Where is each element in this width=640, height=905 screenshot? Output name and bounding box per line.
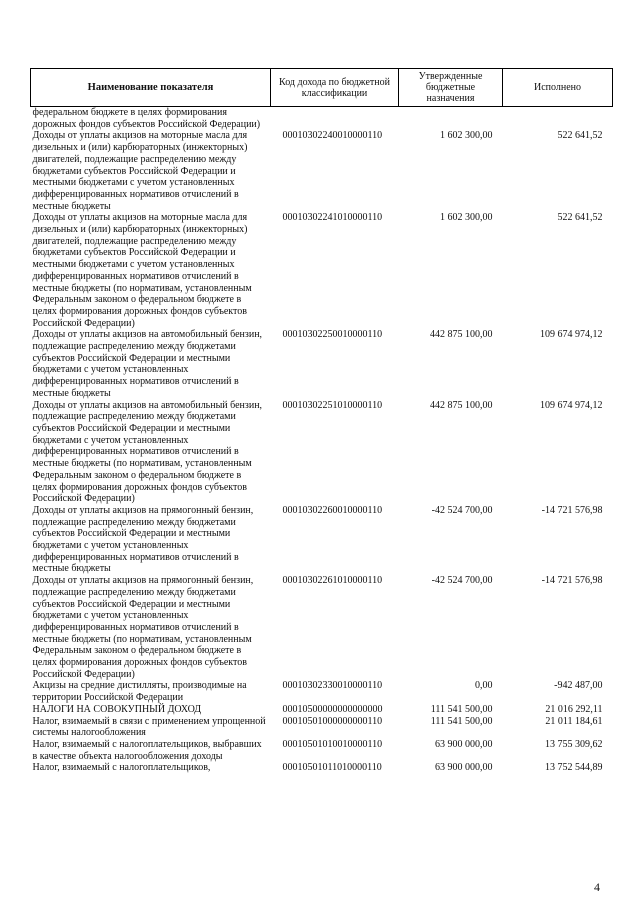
row-code: 00010302261010000110 (282, 575, 383, 587)
row-approved: -42 524 700,00 (431, 504, 493, 516)
row-code: 00010302251010000110 (282, 399, 383, 411)
revenue-table (30, 68, 613, 774)
row-executed: -942 487,00 (554, 680, 603, 692)
table-row (31, 505, 613, 575)
row-approved: 111 541 500,00 (430, 715, 493, 727)
header-code: Код дохода по бюджетной классификации (271, 69, 399, 107)
header-approved: Утвержденные бюджетные назначения (399, 69, 503, 107)
row-executed: 13 755 309,62 (545, 738, 603, 750)
table-row (31, 762, 613, 774)
row-name: Налог, взимаемый с налогоплательщиков, (32, 762, 211, 774)
row-executed: 109 674 974,12 (540, 329, 603, 341)
row-executed: 522 641,52 (557, 212, 603, 224)
table-row (31, 400, 613, 505)
table-row (31, 130, 613, 212)
row-approved: 1 602 300,00 (440, 212, 493, 224)
row-executed: 109 674 974,12 (540, 399, 603, 411)
table-row (31, 212, 613, 329)
row-approved: 442 875 100,00 (430, 399, 493, 411)
row-name: Налог, взимаемый в связи с применением упрощенной системы налогообложения (32, 715, 266, 739)
row-name: Доходы от уплаты акцизов на прямогонный бензин, подлежащие распределению между бюджетами субъектов Российской Федерации и местными бюджетами с учетом установленных дифференцированных нормативов отчислений в местные бюджеты (32, 504, 254, 575)
row-name: Доходы от уплаты акцизов на моторные масла для дизельных и (или) карбюраторных (инжекторных) двигателей, подлежащие распределению между бюджетами субъектов Российской Федерации и местными бюджетами с учетом установленных дифференцированных нормативов отчислений в местные бюджеты (32, 130, 248, 212)
row-name: Доходы от уплаты акцизов на прямогонный бензин, подлежащие распределению между бюджетами субъектов Российской Федерации и местными бюджетами с учетом установленных дифференцированных нормативов отчислений в местные бюджеты (по нормативам, установленным Федеральным законом о федеральном бюджете в целях формирования дорожных фондов субъектов Российской Федерации) (32, 575, 254, 680)
table-row (31, 329, 613, 399)
row-approved: 1 602 300,00 (440, 130, 493, 142)
row-approved: 442 875 100,00 (430, 329, 493, 341)
table-row (31, 680, 613, 703)
row-name: Налог, взимаемый с налогоплательщиков, выбравших в качестве объекта налогообложения доходы (32, 738, 262, 762)
row-approved: 63 900 000,00 (435, 762, 493, 774)
row-approved: 63 900 000,00 (435, 738, 493, 750)
row-approved: 0,00 (475, 680, 493, 692)
header-executed: Исполнено (503, 69, 613, 107)
table-row (31, 107, 613, 131)
row-name: федеральном бюджете в целях формирования дорожных фондов субъектов Российской Федерации) (32, 107, 261, 130)
table-row (31, 739, 613, 762)
row-code: 00010302260010000110 (282, 504, 383, 516)
row-approved: 111 541 500,00 (430, 703, 493, 715)
table-row (31, 704, 613, 716)
row-name: Доходы от уплаты акцизов на автомобильный бензин, подлежащие распределению между бюджетами субъектов Российской Федерации и местными бюджетами с учетом установленных дифференцированных нормативов отчислений в местные бюджеты (по нормативам, установленным Федеральным законом о федеральном бюджете в целях формирования дорожных фондов субъектов Российской Федерации) (32, 399, 263, 505)
row-name: Акцизы на средние дистилляты, производимые на территории Российской Федерации (32, 680, 247, 704)
row-executed: 21 016 292,11 (545, 703, 603, 715)
row-approved (399, 107, 503, 131)
page-number: 4 (594, 880, 600, 894)
row-code (271, 107, 399, 131)
row-code: 00010302250010000110 (282, 329, 383, 341)
row-code: 00010500000000000000 (282, 703, 383, 715)
table-header-row (31, 69, 613, 107)
table-row (31, 575, 613, 680)
header-name: Наименование показателя (31, 69, 271, 107)
row-code: 00010501010010000110 (282, 738, 383, 750)
row-code: 00010302330010000110 (282, 680, 383, 692)
row-name: Доходы от уплаты акцизов на автомобильный бензин, подлежащие распределению между бюджетами субъектов Российской Федерации и местными бюджетами с учетом установленных дифференцированных нормативов отчислений в местные бюджеты (32, 329, 263, 399)
row-executed: 522 641,52 (557, 130, 603, 142)
row-executed: -14 721 576,98 (541, 575, 603, 587)
row-code: 00010501000000000110 (282, 715, 383, 727)
table-row (31, 716, 613, 739)
row-executed (503, 107, 613, 131)
row-executed: -14 721 576,98 (541, 504, 603, 516)
row-code: 00010302241010000110 (282, 212, 383, 224)
row-approved: -42 524 700,00 (431, 575, 493, 587)
row-executed: 21 011 184,61 (545, 715, 603, 727)
row-executed: 13 752 544,89 (545, 762, 603, 774)
row-name: Доходы от уплаты акцизов на моторные масла для дизельных и (или) карбюраторных (инжекторных) двигателей, подлежащие распределению между бюджетами субъектов Российской Федерации и местными бюджетами с учетом установленных дифференцированных нормативов отчислений в местные бюджеты (по нормативам, установленным Федеральным законом о федеральном бюджете в целях формирования дорожных фондов субъектов Российской Федерации) (32, 212, 252, 329)
row-name: НАЛОГИ НА СОВОКУПНЫЙ ДОХОД (32, 703, 202, 715)
row-code: 00010501011010000110 (282, 762, 382, 774)
row-code: 00010302240010000110 (282, 130, 383, 142)
